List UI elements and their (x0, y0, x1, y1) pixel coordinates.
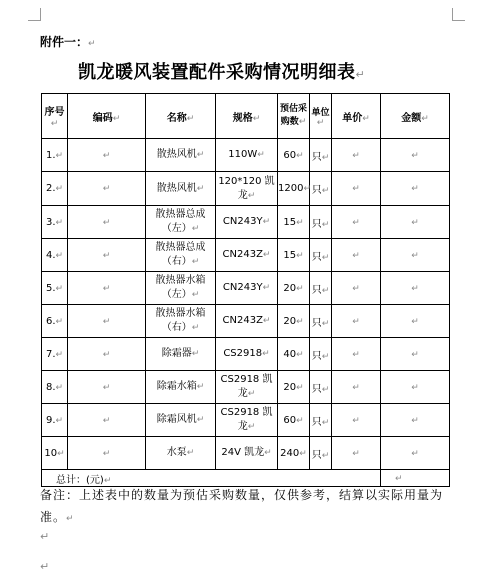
cell-amount: ↵ (381, 338, 450, 371)
cell-price: ↵ (332, 239, 381, 272)
attachment-label: 附件一：↵ (40, 35, 96, 49)
cell-name: 水泵↵ (146, 437, 216, 470)
cell-qty: 20↵ (278, 272, 310, 305)
remark-note: 备注：上述表中的数量为预估采购数量，仅供参考，结算以实际用量为准。↵ (40, 488, 444, 524)
cell-price: ↵ (332, 404, 381, 437)
table-row (42, 139, 450, 172)
cell-name: 散热风机↵ (146, 139, 216, 172)
cell-price: ↵ (332, 338, 381, 371)
cell-price: ↵ (332, 371, 381, 404)
cell-price: ↵ (332, 206, 381, 239)
cell-price: ↵ (332, 437, 381, 470)
table-row (42, 172, 450, 206)
cell-no: 8.↵ (42, 371, 68, 404)
cell-unit: 只↵ (310, 371, 332, 404)
cell-qty: 40↵ (278, 338, 310, 371)
cell-spec: 120*120 凯龙↵ (216, 172, 278, 206)
cell-code: ↵ (68, 305, 146, 338)
col-header-unit: 单位↵ (310, 94, 332, 139)
cell-name: 散热风机↵ (146, 172, 216, 206)
cell-code: ↵ (68, 206, 146, 239)
cell-no: 1.↵ (42, 139, 68, 172)
col-header-code: 编码↵ (68, 94, 146, 139)
cell-qty: 1200↵ (278, 172, 310, 206)
cell-amount: ↵ (381, 206, 450, 239)
cell-no: 3.↵ (42, 206, 68, 239)
cell-code: ↵ (68, 172, 146, 206)
cell-no: 2.↵ (42, 172, 68, 206)
table-row (42, 404, 450, 437)
cell-code: ↵ (68, 404, 146, 437)
cell-spec: CS2918 凯龙↵ (216, 371, 278, 404)
cell-name: 除霜水箱↵ (146, 371, 216, 404)
document-title: 凯龙暖风装置配件采购情况明细表↵ (78, 62, 366, 83)
cell-spec: CN243Z↵ (216, 305, 278, 338)
col-header-no: 序号↵ (42, 94, 68, 139)
cell-spec: 110W↵ (216, 139, 278, 172)
cell-unit: 只↵ (310, 404, 332, 437)
cell-name: 散热器总成（左）↵ (146, 206, 216, 239)
total-label-cell: 总计：(元)↵ (42, 470, 381, 487)
cell-code: ↵ (68, 371, 146, 404)
col-header-qty: 预估采购数↵ (278, 94, 310, 139)
col-header-price: 单价↵ (332, 94, 381, 139)
cell-qty: 20↵ (278, 371, 310, 404)
cell-code: ↵ (68, 139, 146, 172)
cell-amount: ↵ (381, 305, 450, 338)
cell-name: 散热器总成（右）↵ (146, 239, 216, 272)
cell-code: ↵ (68, 239, 146, 272)
cell-spec: CS2918 凯龙↵ (216, 404, 278, 437)
cell-no: 4.↵ (42, 239, 68, 272)
procurement-table (41, 93, 450, 487)
col-header-amount: 金额↵ (381, 94, 450, 139)
cell-qty: 240↵ (278, 437, 310, 470)
cell-unit: 只↵ (310, 305, 332, 338)
cell-spec: CN243Z↵ (216, 239, 278, 272)
table-header-row (42, 94, 450, 139)
cell-unit: 只↵ (310, 172, 332, 206)
cell-unit: 只↵ (310, 272, 332, 305)
cell-qty: 15↵ (278, 239, 310, 272)
cell-price: ↵ (332, 305, 381, 338)
table-row (42, 338, 450, 371)
cell-price: ↵ (332, 139, 381, 172)
cell-no: 10↵ (42, 437, 68, 470)
empty-paragraph-mark: ↵ (40, 560, 50, 573)
cell-name: 除霜风机↵ (146, 404, 216, 437)
col-header-spec: 规格↵ (216, 94, 278, 139)
cell-amount: ↵ (381, 172, 450, 206)
cell-spec: CN243Y↵ (216, 272, 278, 305)
cell-qty: 20↵ (278, 305, 310, 338)
cell-unit: 只↵ (310, 437, 332, 470)
table-row (42, 206, 450, 239)
cell-no: 9.↵ (42, 404, 68, 437)
page-corner-mark-right (452, 8, 465, 21)
col-header-name: 名称↵ (146, 94, 216, 139)
page-corner-mark-left (28, 8, 41, 21)
cell-qty: 60↵ (278, 404, 310, 437)
cell-unit: 只↵ (310, 206, 332, 239)
cell-code: ↵ (68, 338, 146, 371)
cell-qty: 15↵ (278, 206, 310, 239)
cell-unit: 只↵ (310, 239, 332, 272)
cell-amount: ↵ (381, 437, 450, 470)
total-value-cell: ↵ (381, 470, 450, 487)
cell-spec: CN243Y↵ (216, 206, 278, 239)
table-row (42, 437, 450, 470)
cell-no: 7.↵ (42, 338, 68, 371)
table-row (42, 272, 450, 305)
cell-amount: ↵ (381, 139, 450, 172)
table-row (42, 305, 450, 338)
cell-amount: ↵ (381, 272, 450, 305)
cell-price: ↵ (332, 272, 381, 305)
cell-code: ↵ (68, 437, 146, 470)
cell-unit: 只↵ (310, 139, 332, 172)
cell-name: 除霜器↵ (146, 338, 216, 371)
cell-no: 5.↵ (42, 272, 68, 305)
empty-paragraph-mark: ↵ (40, 530, 50, 543)
cell-spec: 24V 凯龙↵ (216, 437, 278, 470)
cell-unit: 只↵ (310, 338, 332, 371)
cell-name: 散热器水箱（左）↵ (146, 272, 216, 305)
cell-amount: ↵ (381, 371, 450, 404)
cell-spec: CS2918↵ (216, 338, 278, 371)
cell-amount: ↵ (381, 404, 450, 437)
table-row (42, 239, 450, 272)
cell-no: 6.↵ (42, 305, 68, 338)
cell-name: 散热器水箱（右）↵ (146, 305, 216, 338)
cell-amount: ↵ (381, 239, 450, 272)
cell-code: ↵ (68, 272, 146, 305)
cell-price: ↵ (332, 172, 381, 206)
cell-qty: 60↵ (278, 139, 310, 172)
table-row (42, 371, 450, 404)
